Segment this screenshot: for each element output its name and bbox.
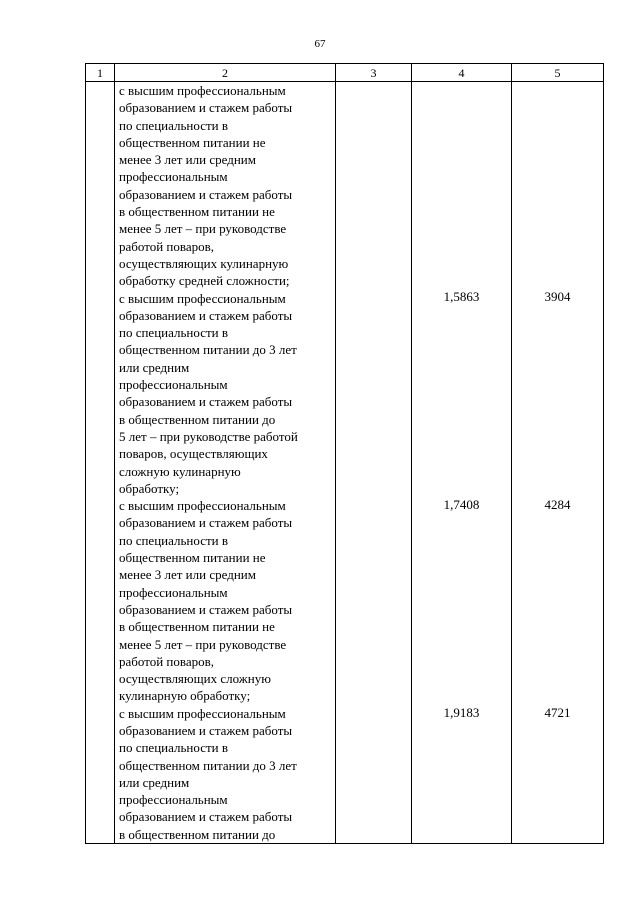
description-line: общественном питании не [119, 550, 266, 566]
coefficient-cell [412, 82, 512, 844]
column-header-1: 1 [86, 64, 115, 82]
description-line: в общественном питании до [119, 826, 276, 842]
description-line: менее 3 лет или средним [119, 567, 256, 583]
description-line: образованием и стажем работы [119, 515, 293, 531]
amount-value: 4284 [544, 497, 571, 512]
description-line: образованием и стажем работы [119, 722, 293, 738]
description-line: общественном питании до 3 лет [119, 757, 297, 773]
description-line: общественном питании не [119, 134, 266, 150]
description-line: образованием и стажем работы [119, 809, 293, 825]
description-line: сложную кулинарную [119, 463, 241, 479]
description-line: менее 5 лет – при руководстве [119, 221, 287, 237]
description-line: с высшим профессиональным [119, 83, 286, 98]
description-line: профессиональным [119, 584, 228, 600]
description-line: в общественном питании не [119, 619, 275, 635]
description-line: образованием и стажем работы [119, 100, 293, 116]
description-line: общественном питании до 3 лет [119, 342, 297, 358]
coefficient-value: 1,7408 [443, 497, 480, 512]
description-line: образованием и стажем работы [119, 307, 293, 323]
column-header-5: 5 [512, 64, 604, 82]
page-number: 67 [314, 38, 326, 50]
description-line: с высшим профессиональным [119, 498, 286, 514]
description-text [115, 82, 335, 843]
description-line: профессиональным [119, 169, 228, 185]
description-line: по специальности в [119, 117, 228, 133]
description-line: в общественном питании до [119, 411, 276, 427]
description-line: менее 5 лет – при руководстве [119, 636, 287, 652]
table-header-row [86, 64, 604, 82]
table-row [86, 82, 604, 844]
column-3-cell [336, 82, 412, 844]
amount-value: 3904 [544, 289, 571, 304]
description-line: по специальности в [119, 740, 228, 756]
column-1-cell [86, 82, 115, 844]
description-line: образованием и стажем работы [119, 394, 293, 410]
description-line: образованием и стажем работы [119, 601, 293, 617]
coefficient-value: 1,5863 [443, 289, 480, 304]
description-line: по специальности в [119, 532, 228, 548]
description-line: или средним [119, 774, 190, 790]
amount-value: 4721 [544, 705, 571, 720]
coefficient-value: 1,9183 [443, 705, 480, 720]
description-line: осуществляющих кулинарную [119, 255, 289, 271]
description-cell [115, 82, 336, 844]
description-line: работой поваров, [119, 653, 215, 669]
description-line: профессиональным [119, 792, 228, 808]
description-line: профессиональным [119, 377, 228, 393]
description-line: по специальности в [119, 325, 228, 341]
description-line: поваров, осуществляющих [119, 446, 268, 462]
description-line: 5 лет – при руководстве работой [119, 428, 298, 444]
data-table [85, 63, 604, 844]
description-line: кулинарную обработку; [119, 688, 251, 704]
description-line: осуществляющих сложную [119, 671, 271, 687]
column-header-2: 2 [115, 64, 336, 82]
column-header-3: 3 [336, 64, 412, 82]
description-line: обработку; [119, 480, 180, 496]
description-line: с высшим профессиональным [119, 705, 286, 721]
description-line: или средним [119, 359, 190, 375]
description-line: обработку средней сложности; [119, 273, 290, 289]
description-line: в общественном питании не [119, 204, 275, 220]
column-header-4: 4 [412, 64, 512, 82]
description-line: с высшим профессиональным [119, 290, 286, 306]
amount-cell [512, 82, 604, 844]
description-line: образованием и стажем работы [119, 186, 293, 202]
description-line: работой поваров, [119, 238, 215, 254]
description-line: менее 3 лет или средним [119, 152, 256, 168]
